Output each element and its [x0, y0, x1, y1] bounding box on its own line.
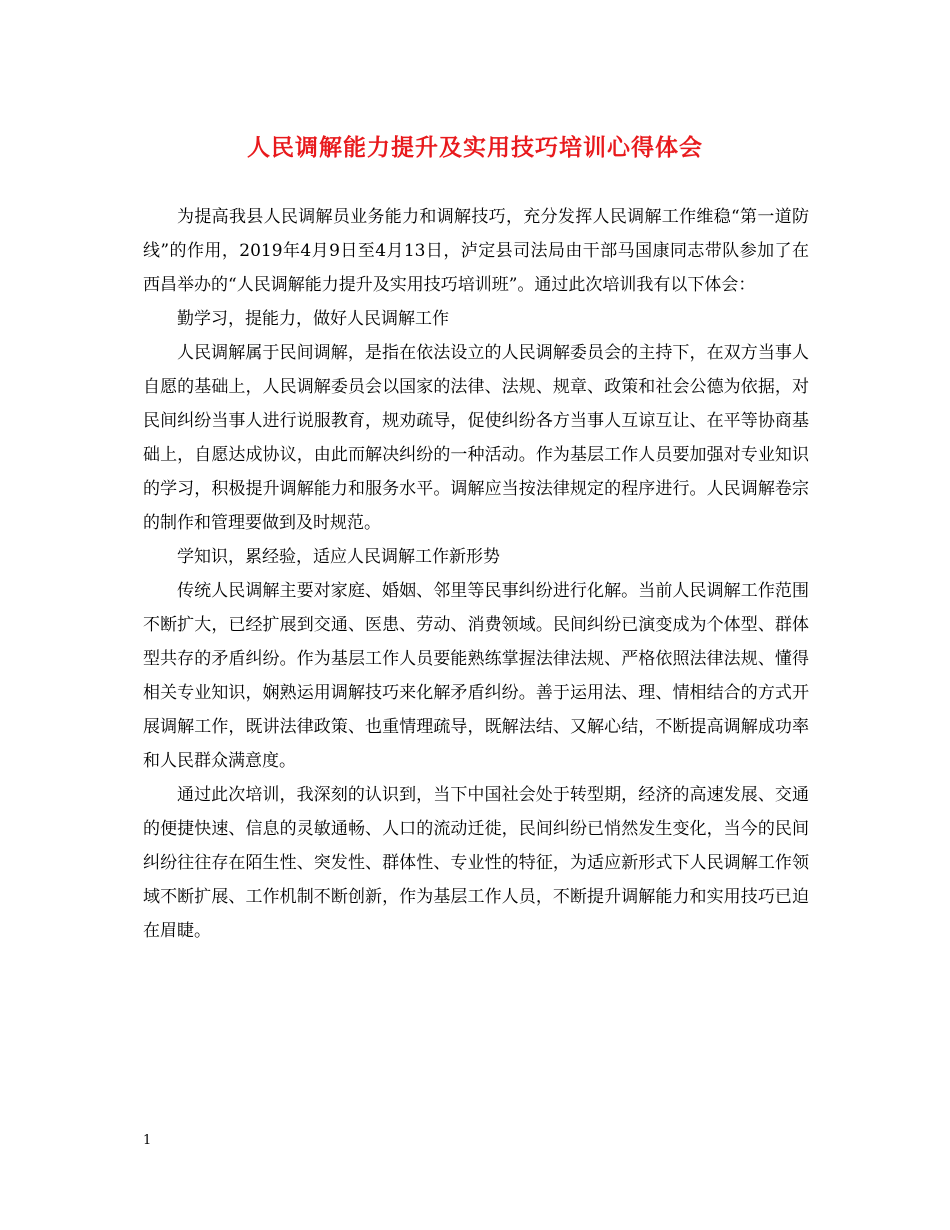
document-title: 人民调解能力提升及实用技巧培训心得体会: [247, 134, 703, 161]
section-heading-study: 勤学习，提能力，做好人民调解工作: [177, 309, 449, 329]
body-paragraph: 传统人民调解主要对家庭、婚姻、邻里等民事纠纷进行化解。当前人民调解工作范围不断扩大，已经扩展到交通、医患、劳动、消费领域。民间纠纷已演变成为个体型、群体型共存的矛盾纠纷。作为基层工作人员要能熟练掌握法律法规、严格依照法律法规、懂得相关专业知识，娴熟运用调解技巧来化解矛盾纠纷。善于运用法、理、情相结合的方式开展调解工作，既讲法律政策、也重情理疏导，既解法结、又解心结，不断提高调解成功率和人民群众满意度。: [143, 581, 809, 771]
section-heading-knowledge: 学知识，累经验，适应人民调解工作新形势: [177, 547, 500, 567]
conclusion-paragraph: 通过此次培训，我深刻的认识到，当下中国社会处于转型期，经济的高速发展、交通的便捷快速、信息的灵敏通畅、人口的流动迁徙，民间纠纷已悄然发生变化，当今的民间纠纷往往存在陌生性、突发性、群体性、专业性的特征，为适应新形式下人民调解工作领域不断扩展、工作机制不断创新，作为基层工作人员，不断提升调解能力和实用技巧已迫在眉睫。: [143, 785, 809, 941]
intro-paragraph: 为提高我县人民调解员业务能力和调解技巧，充分发挥人民调解工作维稳“第一道防线”的作用，2019年4月9日至4月13日，泸定县司法局由干部马国康同志带队参加了在西昌举办的“人民调解能力提升及实用技巧培训班”。通过此次培训我有以下体会：: [143, 207, 809, 295]
page-number: 1: [143, 1133, 152, 1148]
document-body: [143, 200, 809, 948]
body-paragraph: 人民调解属于民间调解，是指在依法设立的人民调解委员会的主持下，在双方当事人自愿的基础上，人民调解委员会以国家的法律、法规、规章、政策和社会公德为依据，对民间纠纷当事人进行说服教育，规劝疏导，促使纠纷各方当事人互谅互让、在平等协商基础上，自愿达成协议，由此而解决纠纷的一种活动。作为基层工作人员要加强对专业知识的学习，积极提升调解能力和服务水平。调解应当按法律规定的程序进行。人民调解卷宗的制作和管理要做到及时规范。: [143, 343, 809, 533]
